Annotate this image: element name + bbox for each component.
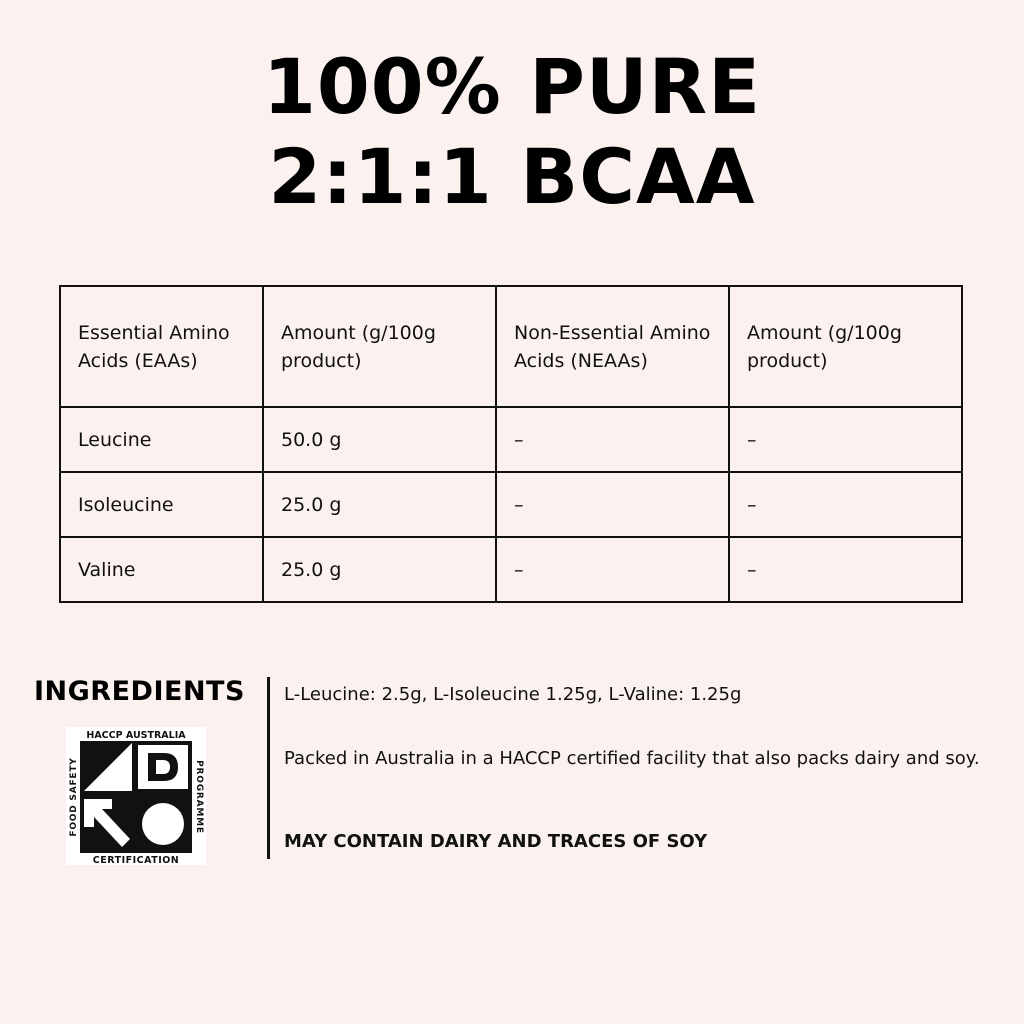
page-title [0, 42, 1024, 222]
title-line-2: 2:1:1 BCAA [268, 132, 756, 221]
logo-bottom-text: CERTIFICATION [92, 855, 180, 865]
table-cell: 25.0 g [263, 537, 496, 602]
facility-note: Packed in Australia in a HACCP certified facility that also packs dairy and soy. [284, 748, 980, 769]
table-row [60, 407, 962, 472]
table-cell: 50.0 g [263, 407, 496, 472]
table-cell: – [729, 407, 962, 472]
table-cell: 25.0 g [263, 472, 496, 537]
table-row [60, 537, 962, 602]
table-cell: Valine [60, 537, 263, 602]
haccp-certification-logo [66, 727, 206, 865]
logo-top-text: HACCP AUSTRALIA [86, 730, 186, 741]
logo-circle-shape [142, 803, 184, 845]
ingredients-divider [267, 677, 270, 859]
table-header-cell: Essential Amino Acids (EAAs) [60, 286, 263, 407]
table-header-cell: Amount (g/100g product) [263, 286, 496, 407]
table-cell: Leucine [60, 407, 263, 472]
table-header-cell: Amount (g/100g product) [729, 286, 962, 407]
table-header-cell: Non-Essential Amino Acids (NEAAs) [496, 286, 729, 407]
logo-left-text: FOOD SAFETY [69, 757, 79, 837]
table-cell: – [496, 472, 729, 537]
table-header-row [60, 286, 962, 407]
ingredients-heading: INGREDIENTS [34, 676, 245, 707]
logo-right-text: PROGRAMME [194, 760, 204, 834]
table-cell: – [729, 537, 962, 602]
title-line-1: 100% PURE [262, 42, 762, 131]
table-row [60, 472, 962, 537]
table-cell: – [729, 472, 962, 537]
table-cell: – [496, 537, 729, 602]
amino-acid-table [59, 285, 963, 603]
allergen-warning: MAY CONTAIN DAIRY AND TRACES OF SOY [284, 831, 708, 852]
table-cell: – [496, 407, 729, 472]
ingredients-composition: L-Leucine: 2.5g, L-Isoleucine 1.25g, L-Valine: 1.25g [284, 684, 742, 705]
table-cell: Isoleucine [60, 472, 263, 537]
